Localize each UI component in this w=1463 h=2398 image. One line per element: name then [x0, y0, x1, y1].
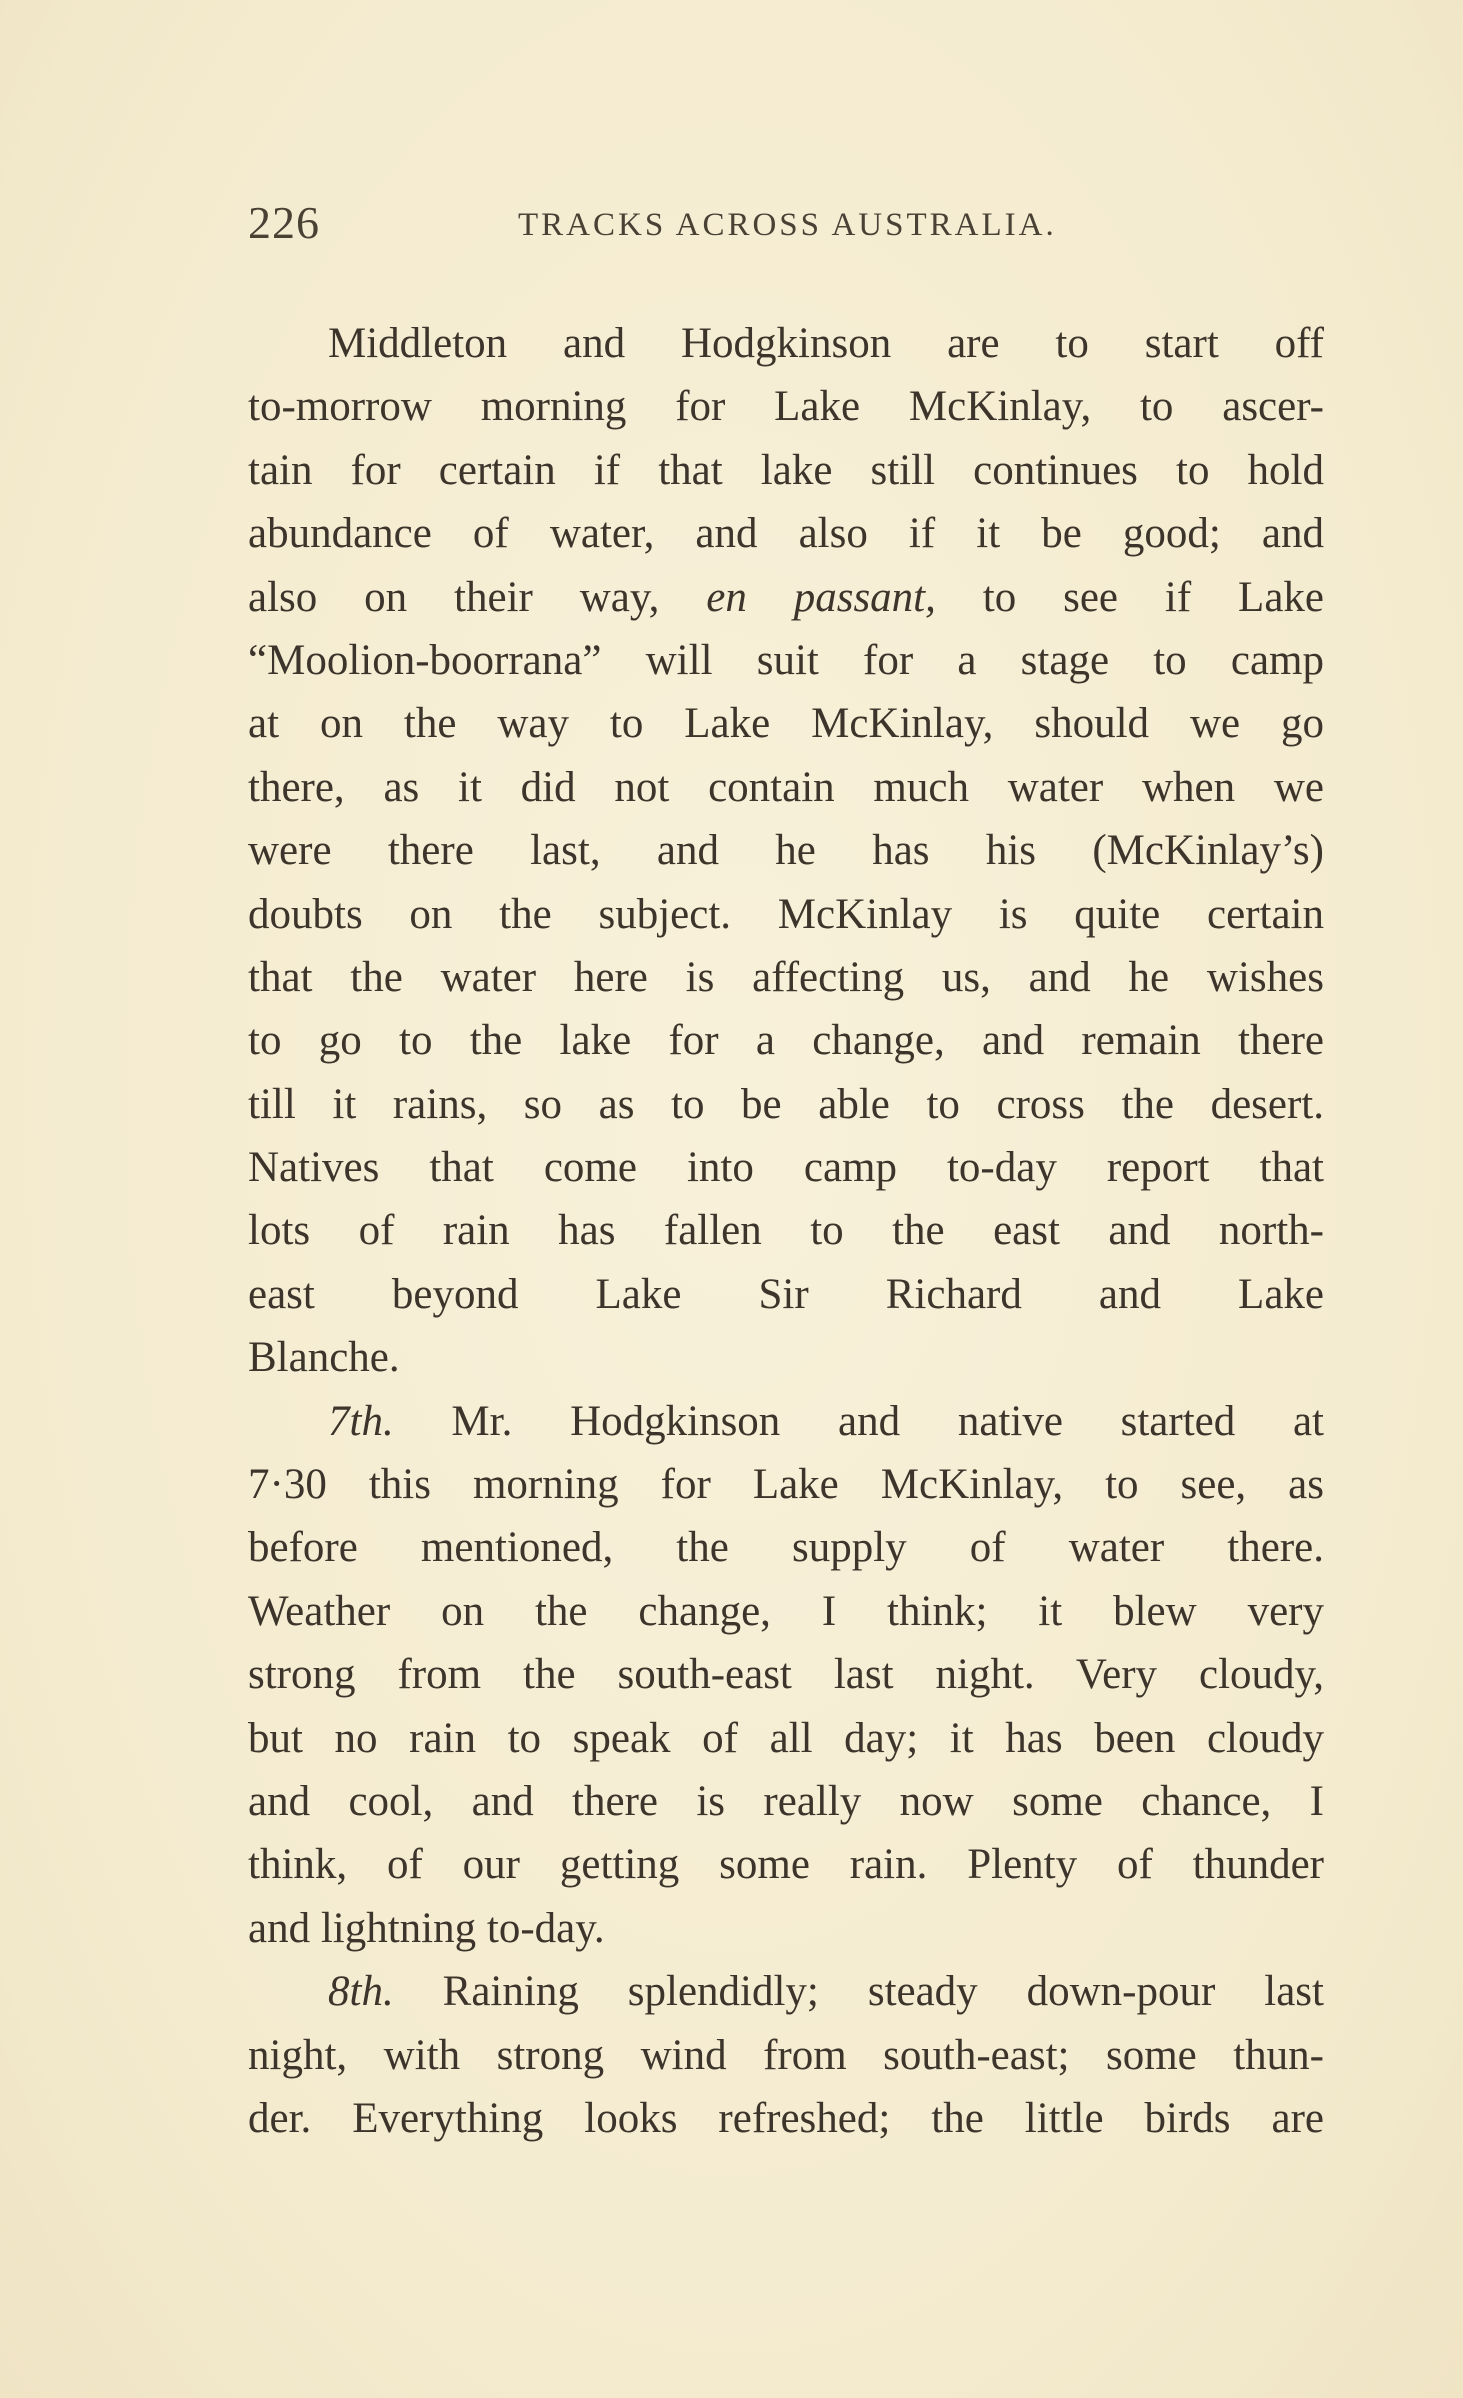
text-line: Middleton and Hodgkinson are to start off [328, 320, 1324, 367]
text-line: till it rains, so as to be able to cross the desert. [248, 1080, 1324, 1128]
text-line: east beyond Lake Sir Richard and Lake [248, 1270, 1324, 1318]
text-line [248, 1960, 1324, 2023]
text-line: strong from the south-east last night. Very cloudy, [248, 1651, 1324, 1699]
text-line: and cool, and there is really now some chance, I [248, 1777, 1324, 1825]
page-header [248, 196, 1320, 256]
text-line: abundance of water, and also if it be good; and [248, 510, 1324, 558]
italic-phrase: en passant, [706, 573, 936, 621]
text-segment: Raining splendidly; steady down-pour last [393, 1968, 1324, 2016]
page-number: 226 [248, 197, 320, 248]
text-line: that the water here is affecting us, and he wishes [248, 953, 1324, 1001]
running-head: TRACKS ACROSS AUSTRALIA. [518, 207, 1057, 243]
text-line: 7·30 this morning for Lake McKinlay, to see, as [248, 1461, 1324, 1509]
text-line: lots of rain has fallen to the east and north- [248, 1207, 1324, 1255]
text-line: der. Everything looks refreshed; the little birds are [248, 2094, 1324, 2142]
text-line: night, with strong wind from south-east; some thun- [248, 2031, 1324, 2079]
date-marker: 8th. [328, 1968, 394, 2016]
text-line: think, of our getting some rain. Plenty of thunder [248, 1841, 1324, 1889]
text-line: to-morrow morning for Lake McKinlay, to ascer- [248, 383, 1324, 431]
text-line: tain for certain if that lake still continues to hold [248, 446, 1324, 494]
text-line: there, as it did not contain much water when we [248, 763, 1324, 811]
text-line: at on the way to Lake McKinlay, should we go [248, 700, 1324, 748]
text-line: and lightning to-day. [248, 1904, 605, 1952]
text-line: Weather on the change, I think; it blew very [248, 1587, 1324, 1635]
text-line: to go to the lake for a change, and remain there [248, 1017, 1324, 1065]
text-line: Natives that come into camp to-day report that [248, 1144, 1324, 1192]
text-segment: to see if Lake [935, 573, 1324, 621]
date-marker: 7th. [328, 1397, 394, 1445]
text-line: Blanche. [248, 1334, 400, 1382]
text-line: before mentioned, the supply of water there. [248, 1524, 1324, 1572]
text-line: but no rain to speak of all day; it has been cloudy [248, 1714, 1324, 1762]
text-line [248, 566, 1324, 629]
text-line: were there last, and he has his (McKinlay’s) [248, 827, 1324, 875]
text-line: “Moolion-boorrana” will suit for a stage to camp [248, 636, 1324, 684]
text-segment: Mr. Hodgkinson and native started at [393, 1397, 1324, 1445]
text-line: doubts on the subject. McKinlay is quite certain [248, 890, 1324, 938]
text-line [248, 1390, 1324, 1453]
body-text [248, 312, 1324, 2150]
text-segment: also on their way, [248, 573, 707, 621]
